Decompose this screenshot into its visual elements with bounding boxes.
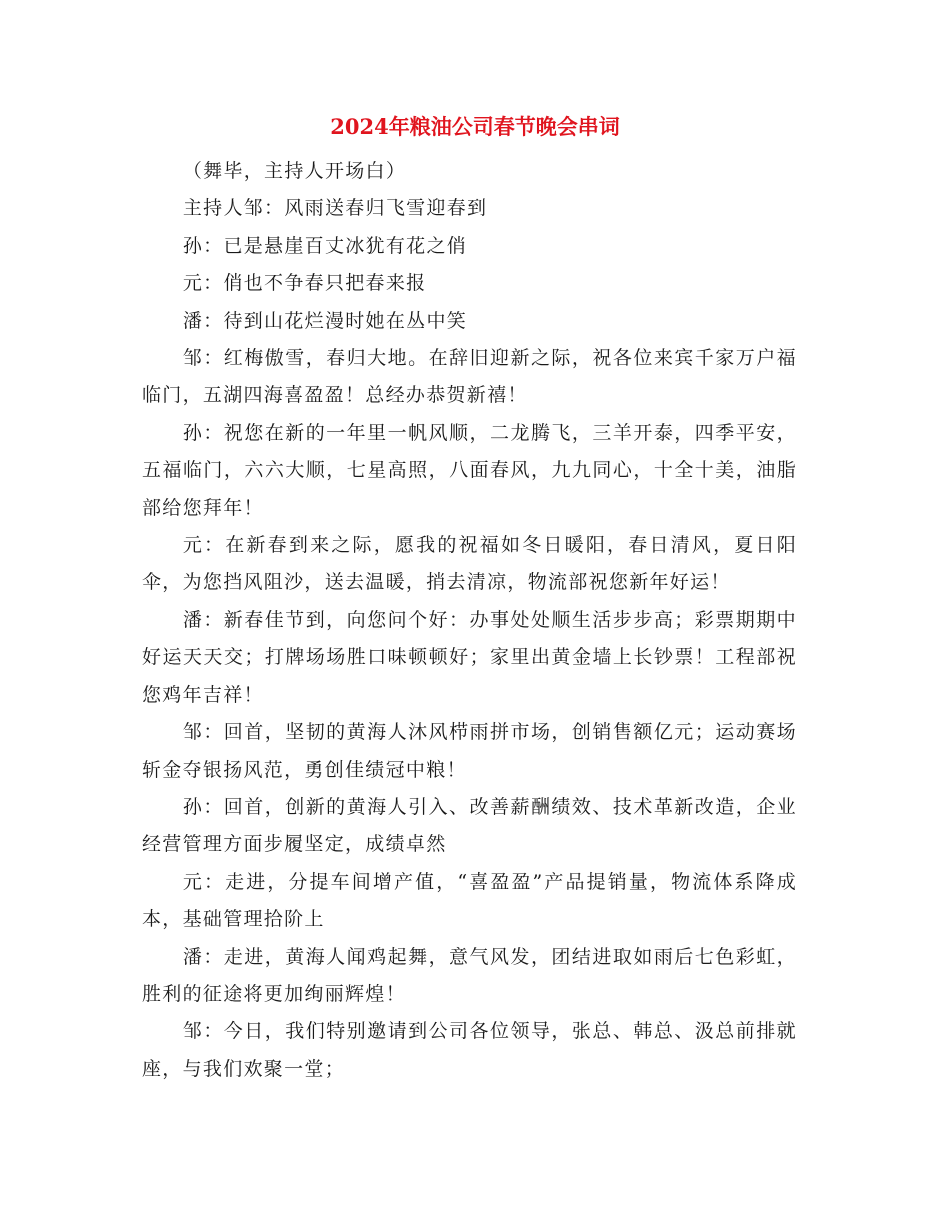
paragraph: 潘：新春佳节到，向您问个好：办事处处顺生活步步高；彩票期期中好运天天交；打牌场场胜口味顿顿好；家里出黄金墙上长钞票！工程部祝您鸡年吉祥！ xyxy=(142,608,797,706)
paragraph: 潘：待到山花烂漫时她在丛中笑 xyxy=(182,309,468,332)
document-body xyxy=(142,153,797,1088)
paragraph: 邹：今日，我们特别邀请到公司各位领导，张总、韩总、汲总前排就座，与我们欢聚一堂； xyxy=(142,1020,797,1080)
paragraph: （舞毕，主持人开场白） xyxy=(182,160,407,182)
paragraph: 元：在新春到来之际，愿我的祝福如冬日暖阳，春日清风，夏日阳伞，为您挡风阻沙，送去温暖，捎去清凉，物流部祝您新年好运！ xyxy=(142,534,797,594)
document-title: 2024年粮油公司春节晚会串词 xyxy=(330,114,620,139)
paragraph: 孙：回首，创新的黄海人引入、改善薪酬绩效、技术革新改造，企业经营管理方面步履坚定，成绩卓然 xyxy=(142,795,797,856)
paragraph: 潘：走进，黄海人闻鸡起舞，意气风发，团结进取如雨后七色彩虹，胜利的征途将更加绚丽辉煌！ xyxy=(142,945,797,1005)
paragraph: 元：俏也不争春只把春来报 xyxy=(182,272,427,295)
paragraph: 主持人邹：风雨送春归飞雪迎春到 xyxy=(182,197,488,220)
paragraph: 邹：回首，坚韧的黄海人沐风栉雨拼市场，创销售额亿元；运动赛场斩金夺银扬风范，勇创佳绩冠中粮！ xyxy=(142,721,797,781)
paragraph: 孙：祝您在新的一年里一帆风顺，二龙腾飞，三羊开泰，四季平安，五福临门，六六大顺，七星高照，八面春风，九九同心，十全十美，油脂部给您拜年！ xyxy=(142,421,797,519)
paragraph: 孙：已是悬崖百丈冰犹有花之俏 xyxy=(182,234,468,257)
paragraph: 邹：红梅傲雪，春归大地。在辞旧迎新之际，祝各位来宾千家万户福临门，五湖四海喜盈盈！总经办恭贺新禧！ xyxy=(142,347,797,407)
paragraph: 元：走进，分提车间增产值，“喜盈盈”产品提销量，物流体系降成本，基础管理拾阶上 xyxy=(142,870,797,931)
